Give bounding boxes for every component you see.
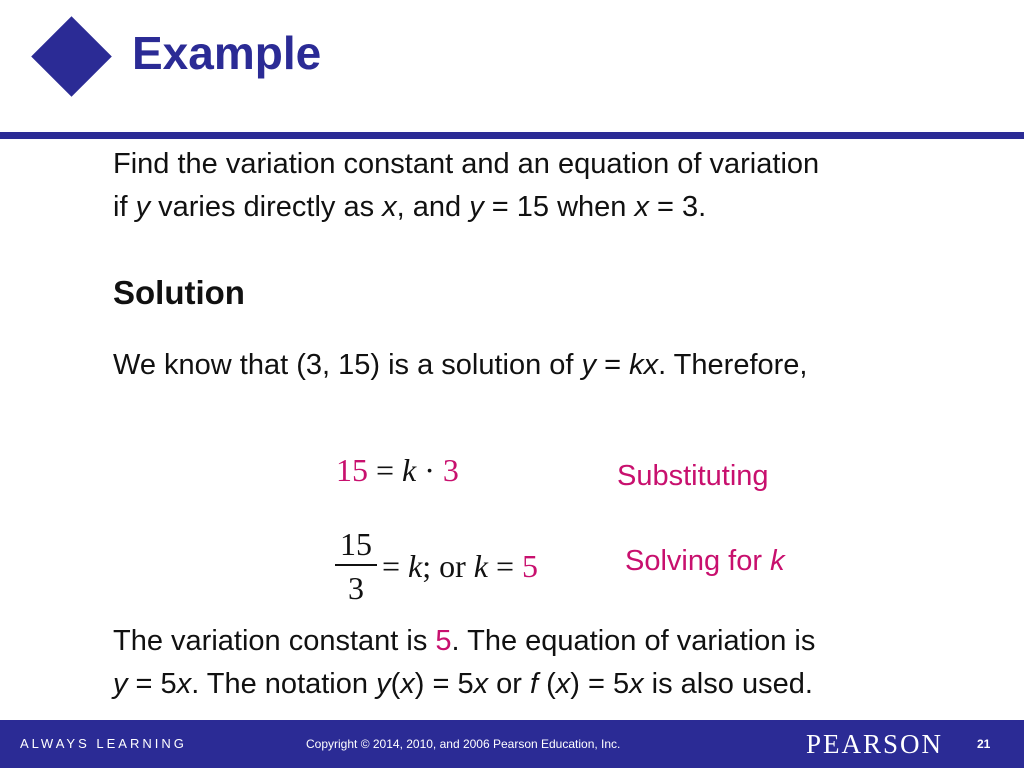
fraction-bar: [335, 564, 377, 566]
solution-heading: Solution: [113, 274, 245, 311]
fraction-denominator: 3: [348, 570, 364, 606]
footer-tagline: ALWAYS LEARNING: [20, 736, 187, 751]
problem-line-2: if y varies directly as x, and y = 15 when x = 3.: [113, 191, 707, 223]
conclusion-line-2: y = 5x. The notation y(x) = 5x or f (x) = 5x is also used.: [113, 668, 813, 700]
page-number: 21: [977, 737, 991, 751]
note-substituting: Substituting: [617, 460, 769, 492]
equation-solve: = k; or k = 5: [382, 548, 539, 584]
note-solving-for-k: Solving for k: [625, 545, 785, 577]
footer-bar: [0, 720, 1024, 768]
fraction-numerator: 15: [340, 526, 372, 562]
conclusion-line-1: The variation constant is 5. The equation of variation is: [113, 625, 816, 657]
fraction-15-over-3: [335, 526, 377, 606]
slide-title: Example: [132, 27, 322, 79]
title-divider: [0, 132, 1024, 139]
problem-line-1: Find the variation constant and an equation of variation: [113, 148, 820, 180]
pearson-logo: PEARSON: [806, 729, 944, 759]
solution-intro: We know that (3, 15) is a solution of y = kx. Therefore,: [113, 349, 808, 381]
equation-substitution: 15 = k · 3: [336, 452, 459, 488]
title-diamond-icon: [31, 16, 112, 97]
footer-copyright: Copyright © 2014, 2010, and 2006 Pearson Education, Inc.: [306, 737, 621, 751]
